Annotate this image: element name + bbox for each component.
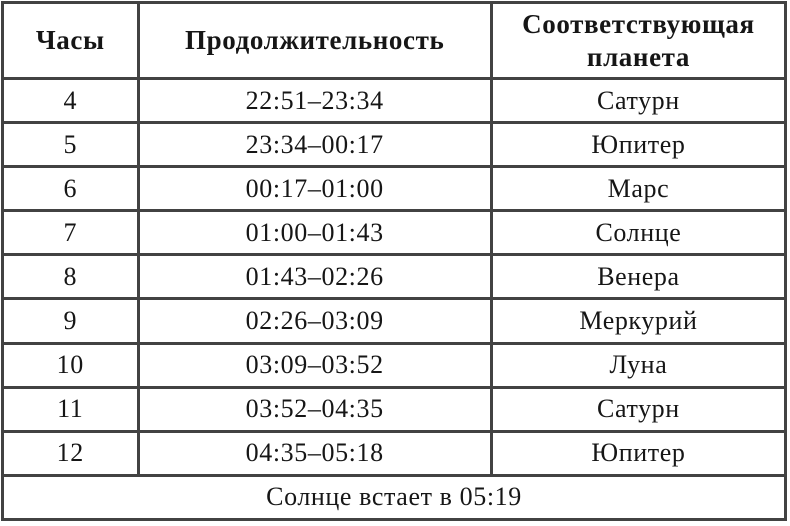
planet-cell: Юпитер <box>491 431 785 475</box>
planet-cell: Юпитер <box>491 123 785 167</box>
column-header-planet: Соответствующая планета <box>491 3 785 79</box>
column-header-hours: Часы <box>3 3 139 79</box>
duration-cell: 01:43–02:26 <box>138 255 491 299</box>
duration-cell: 04:35–05:18 <box>138 431 491 475</box>
duration-cell: 03:52–04:35 <box>138 387 491 431</box>
hour-cell: 12 <box>3 431 139 475</box>
duration-cell: 03:09–03:52 <box>138 343 491 387</box>
duration-cell: 22:51–23:34 <box>138 79 491 123</box>
hour-cell: 11 <box>3 387 139 431</box>
duration-cell: 23:34–00:17 <box>138 123 491 167</box>
planet-cell: Сатурн <box>491 387 785 431</box>
planet-cell: Луна <box>491 343 785 387</box>
planet-cell: Венера <box>491 255 785 299</box>
header-row <box>3 3 786 79</box>
duration-cell: 01:00–01:43 <box>138 211 491 255</box>
sunrise-note: Солнце встает в 05:19 <box>3 475 786 519</box>
hour-cell: 5 <box>3 123 139 167</box>
hour-cell: 9 <box>3 299 139 343</box>
table-row <box>3 79 786 123</box>
planet-cell: Сатурн <box>491 79 785 123</box>
hour-cell: 6 <box>3 167 139 211</box>
table-body <box>3 79 786 520</box>
table-header <box>3 3 786 79</box>
hour-cell: 7 <box>3 211 139 255</box>
table-row <box>3 255 786 299</box>
hour-cell: 10 <box>3 343 139 387</box>
column-header-duration: Продолжительность <box>138 3 491 79</box>
table-row <box>3 299 786 343</box>
table-row <box>3 343 786 387</box>
footer-row <box>3 475 786 519</box>
planet-cell: Солнце <box>491 211 785 255</box>
table-row <box>3 123 786 167</box>
planet-cell: Марс <box>491 167 785 211</box>
planet-cell: Меркурий <box>491 299 785 343</box>
table-row <box>3 387 786 431</box>
hour-cell: 8 <box>3 255 139 299</box>
duration-cell: 00:17–01:00 <box>138 167 491 211</box>
table-row <box>3 211 786 255</box>
duration-cell: 02:26–03:09 <box>138 299 491 343</box>
hour-cell: 4 <box>3 79 139 123</box>
table-row <box>3 167 786 211</box>
table-row <box>3 431 786 475</box>
planetary-hours-table <box>1 1 787 521</box>
